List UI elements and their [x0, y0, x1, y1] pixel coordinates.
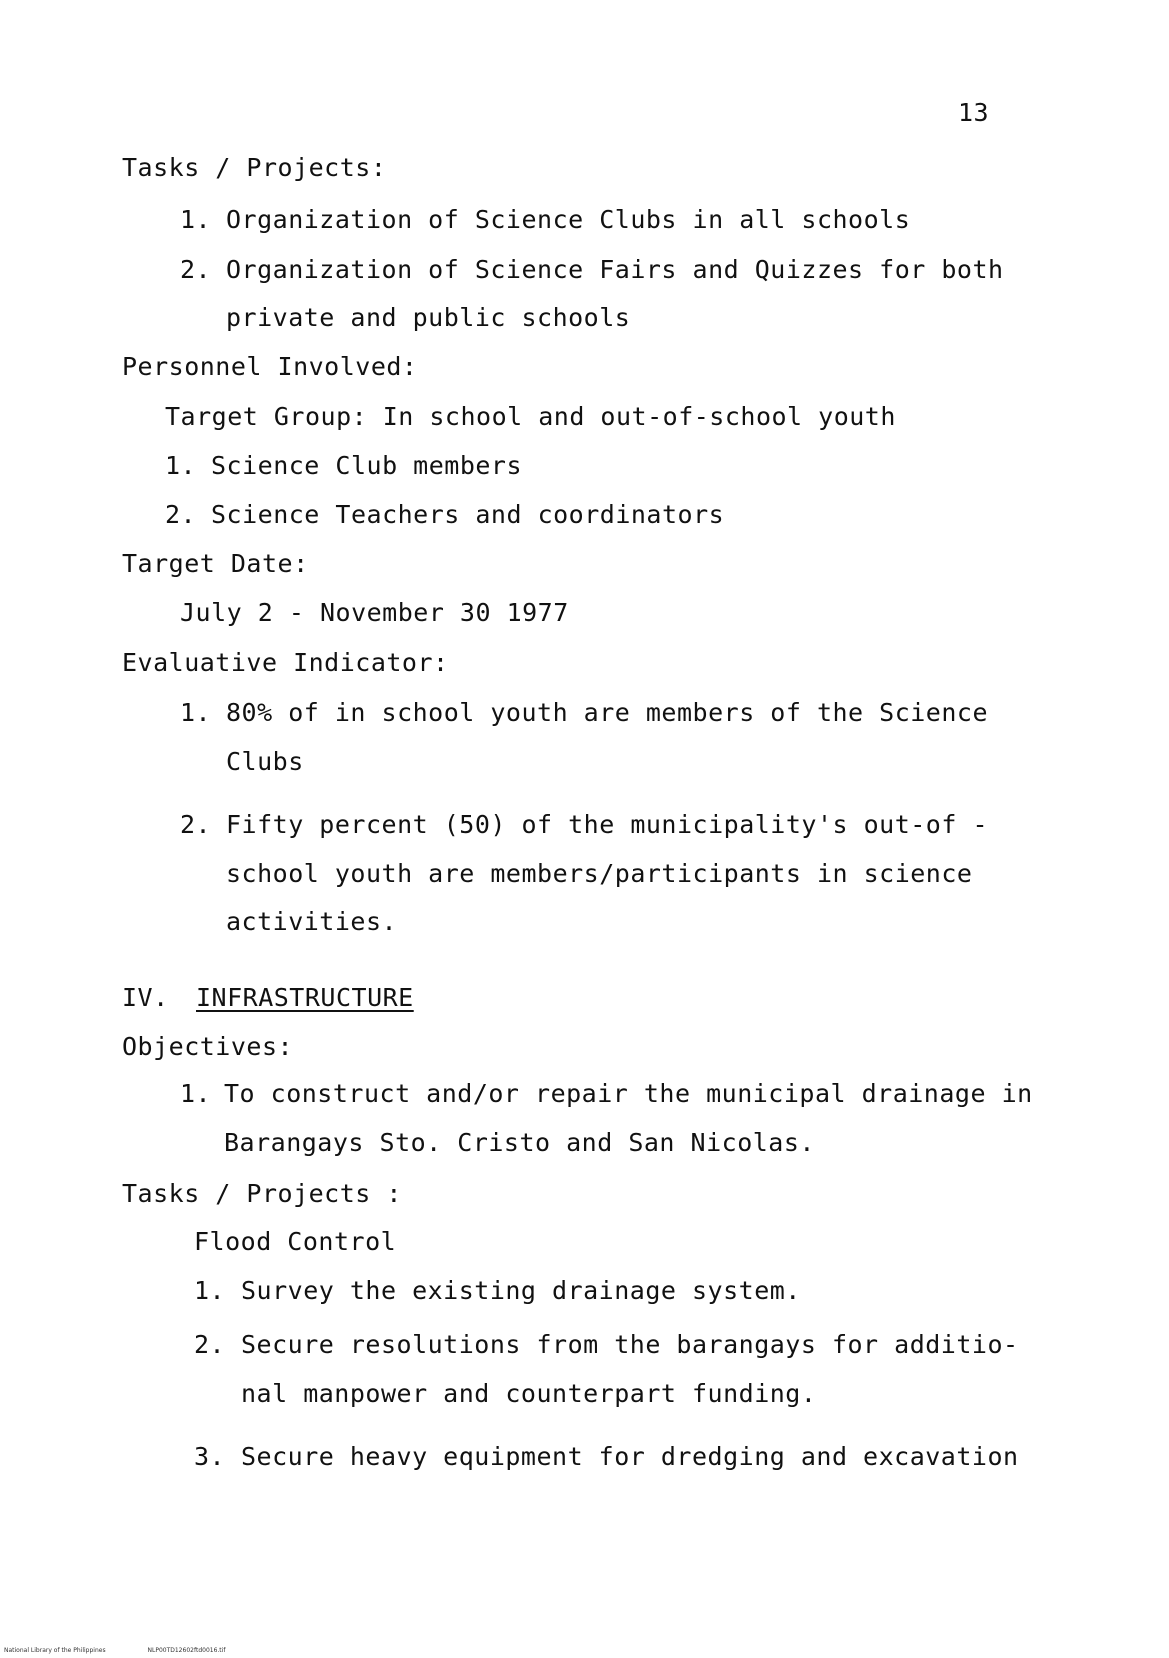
target-date-heading: Target Date:	[122, 549, 309, 578]
indicator-number: 1.	[180, 698, 212, 727]
section-title: INFRASTRUCTURE	[196, 983, 414, 1012]
personnel-text: Science Club members	[211, 451, 523, 480]
personnel-number: 1.	[165, 451, 197, 480]
task-text: Secure heavy equipment for dredging and excavation	[241, 1442, 1019, 1471]
task-number: 1.	[194, 1276, 226, 1305]
objectives-heading: Objectives:	[122, 1032, 294, 1061]
evaluative-heading: Evaluative Indicator:	[122, 648, 449, 677]
task-number: 2.	[194, 1330, 226, 1359]
task-text: Survey the existing drainage system.	[241, 1276, 801, 1305]
subheading: Flood Control	[194, 1227, 397, 1256]
target-group: Target Group: In school and out-of-school youth	[165, 402, 896, 431]
task-text-continued: nal manpower and counterpart funding.	[241, 1379, 817, 1408]
indicator-text-continued: Clubs	[226, 747, 304, 776]
task-number: 3.	[194, 1442, 226, 1471]
indicator-text-continued: activities.	[226, 907, 398, 936]
indicator-number: 2.	[180, 810, 212, 839]
personnel-heading: Personnel Involved:	[122, 352, 418, 381]
indicator-text: Fifty percent (50) of the municipality's out-of -	[226, 810, 989, 839]
task-text: Secure resolutions from the barangays for additio-	[241, 1330, 1019, 1359]
target-date: July 2 - November 30 1977	[180, 598, 569, 627]
objective-text-continued: Barangays Sto. Cristo and San Nicolas.	[224, 1128, 815, 1157]
personnel-number: 2.	[165, 500, 197, 529]
indicator-text: 80% of in school youth are members of the Science	[226, 698, 989, 727]
page-number: 13	[958, 98, 990, 127]
task-text-continued: private and public schools	[226, 303, 631, 332]
library-credit: National Library of the Philippines	[4, 1647, 106, 1654]
section-number: IV.	[122, 983, 169, 1012]
scan-footer	[4, 1647, 265, 1654]
objective-text: To construct and/or repair the municipal drainage in	[224, 1079, 1033, 1108]
tasks-heading: Tasks / Projects :	[122, 1179, 402, 1208]
objective-number: 1.	[180, 1079, 212, 1108]
task-number: 2.	[180, 255, 212, 284]
task-number: 1.	[180, 205, 212, 234]
personnel-text: Science Teachers and coordinators	[211, 500, 725, 529]
tasks-heading: Tasks / Projects:	[122, 153, 387, 182]
file-id: NLP00TD12602ftd0016.tif	[147, 1647, 226, 1654]
task-text: Organization of Science Fairs and Quizzes for both	[226, 255, 1004, 284]
indicator-text-continued: school youth are members/participants in science	[226, 859, 973, 888]
task-text: Organization of Science Clubs in all schools	[226, 205, 911, 234]
